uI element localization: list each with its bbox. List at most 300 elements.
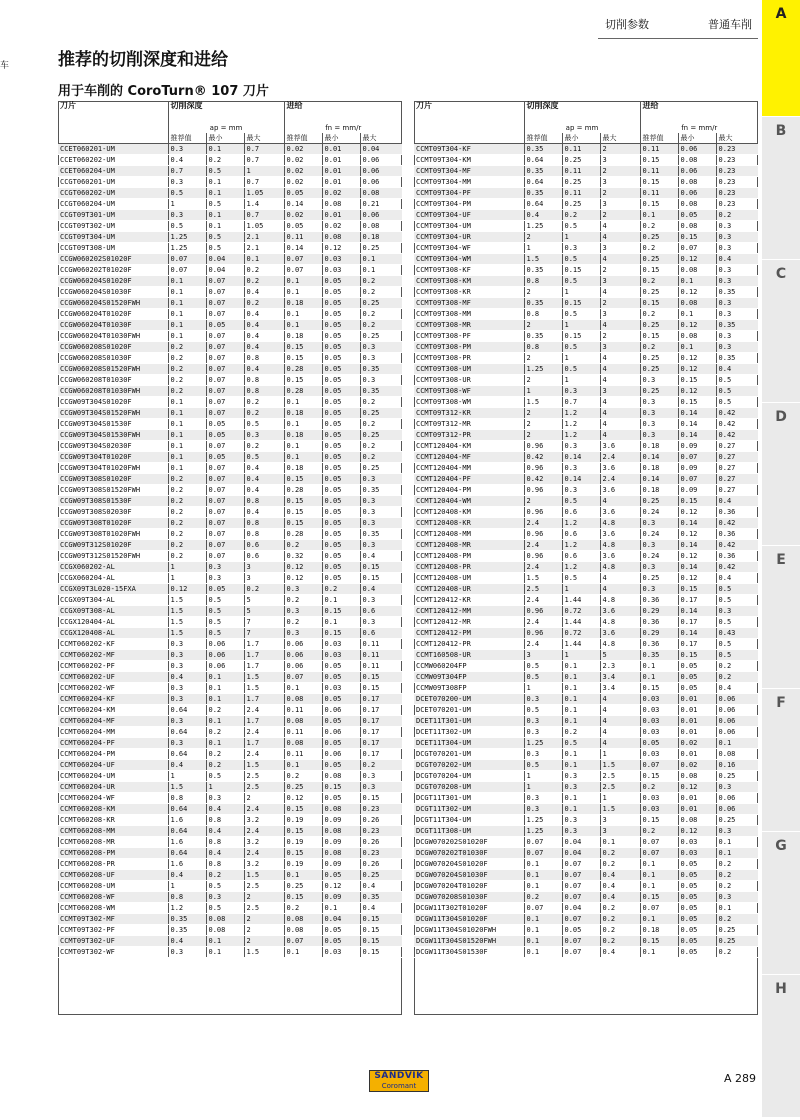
col-blank	[414, 133, 524, 144]
cell-value: 0.15	[360, 573, 402, 584]
cell-value: 0.14	[562, 452, 600, 463]
cell-value: 0.3	[640, 540, 678, 551]
cell-value: 0.3	[562, 782, 600, 793]
insert-code: CCGW09T308S01520FWH	[58, 485, 168, 496]
cell-value: 4	[600, 408, 640, 419]
cell-value: 0.05	[322, 793, 360, 804]
table-row	[414, 529, 758, 540]
insert-code: CCMT060204-UR	[58, 782, 168, 793]
cell-value: 0.2	[600, 903, 640, 914]
cell-value: 0.35	[360, 529, 402, 540]
insert-code: CCGT060204-UM	[58, 199, 168, 210]
cell-value: 0.2	[640, 276, 678, 287]
cell-value: 0.6	[360, 606, 402, 617]
cell-value: 2	[524, 408, 562, 419]
cell-value: 0.25	[640, 496, 678, 507]
table-row	[414, 617, 758, 628]
cell-value: 0.23	[360, 848, 402, 859]
table-row	[58, 177, 402, 188]
table-row	[414, 364, 758, 375]
insert-code: CCMT120404-MM	[414, 463, 524, 474]
insert-code: CCMT09T304-KM	[414, 155, 524, 166]
cell-value: 0.07	[678, 243, 716, 254]
cell-value: 0.8	[168, 892, 206, 903]
cell-value: 0.36	[640, 617, 678, 628]
insert-code: CCMT120408-KR	[414, 518, 524, 529]
insert-code: CCMT060204-WF	[58, 793, 168, 804]
cell-value: 2.4	[244, 804, 284, 815]
insert-code: CCGW09T304S01020F	[58, 397, 168, 408]
cell-value: 4.8	[600, 540, 640, 551]
table-row	[414, 650, 758, 661]
table-row	[414, 485, 758, 496]
insert-code: CCGW060204T01030F	[58, 320, 168, 331]
cell-value: 0.7	[244, 177, 284, 188]
cell-value: 0.03	[322, 683, 360, 694]
cell-value: 0.14	[640, 452, 678, 463]
cell-value: 0.05	[322, 430, 360, 441]
cell-value: 0.08	[284, 914, 322, 925]
cell-value: 0.2	[206, 705, 244, 716]
cell-value: 0.14	[678, 628, 716, 639]
cell-value: 0.8	[168, 793, 206, 804]
cell-value: 0.2	[244, 265, 284, 276]
cell-value: 3	[600, 155, 640, 166]
cell-value: 0.05	[678, 925, 716, 936]
table-row	[58, 441, 402, 452]
cell-value: 0.25	[640, 254, 678, 265]
cell-value: 0.5	[716, 375, 758, 386]
table-row	[414, 804, 758, 815]
insert-code: CCMT060208-WF	[58, 892, 168, 903]
cell-value: 0.96	[524, 463, 562, 474]
cell-value: 2.4	[524, 518, 562, 529]
cell-value: 0.14	[678, 408, 716, 419]
cell-value: 3	[600, 177, 640, 188]
cell-value: 0.1	[284, 947, 322, 958]
table-row	[58, 573, 402, 584]
cell-value: 0.42	[716, 518, 758, 529]
cell-value: 0.3	[360, 496, 402, 507]
header-section: 切削参数	[605, 18, 649, 31]
cell-value: 0.8	[244, 353, 284, 364]
insert-code: CCGW09T304S01520FWH	[58, 408, 168, 419]
cell-value: 0.12	[284, 793, 322, 804]
cell-value: 1.5	[168, 617, 206, 628]
insert-code: CCGX120404-AL	[58, 617, 168, 628]
cell-value: 0.07	[206, 529, 244, 540]
table-row	[58, 166, 402, 177]
cell-value: 0.05	[322, 441, 360, 452]
cell-value: 0.07	[562, 881, 600, 892]
cell-value: 4	[600, 496, 640, 507]
cell-value: 2.4	[524, 639, 562, 650]
cell-value: 0.8	[244, 375, 284, 386]
insert-code: DCGW070204S01030F	[414, 870, 524, 881]
cell-value: 1.5	[524, 254, 562, 265]
cell-value: 1.2	[562, 540, 600, 551]
insert-code: CCMT09T308-MR	[414, 320, 524, 331]
cell-value: 0.35	[524, 166, 562, 177]
cell-value: 0.42	[524, 452, 562, 463]
insert-code: DCGW070204S01020F	[414, 859, 524, 870]
insert-code: CCMT09T302-MF	[58, 914, 168, 925]
insert-code: DCGW11T302T01020F	[414, 903, 524, 914]
cell-value: 0.2	[168, 353, 206, 364]
cell-value: 0.5	[716, 595, 758, 606]
cell-value: 0.5	[206, 617, 244, 628]
table-row	[58, 815, 402, 826]
cell-value: 0.05	[322, 452, 360, 463]
insert-code: CCMT09T304-PM	[414, 199, 524, 210]
cell-value: 2	[524, 375, 562, 386]
cell-value: 0.25	[640, 386, 678, 397]
cell-value: 0.2	[168, 529, 206, 540]
cell-value: 0.05	[322, 661, 360, 672]
cell-value: 0.02	[678, 738, 716, 749]
cell-value: 1.2	[168, 903, 206, 914]
cell-value: 0.25	[640, 232, 678, 243]
cell-value: 0.05	[322, 870, 360, 881]
cell-value: 1.44	[562, 595, 600, 606]
table-row	[58, 199, 402, 210]
insert-code: DCGW070202S01020F	[414, 837, 524, 848]
insert-code: CCMT060202-PF	[58, 661, 168, 672]
cell-value: 2.4	[244, 705, 284, 716]
table-row	[58, 661, 402, 672]
cell-value: 0.2	[284, 903, 322, 914]
cell-value: 0.96	[524, 485, 562, 496]
cell-value: 0.1	[640, 661, 678, 672]
cell-value: 0.05	[322, 540, 360, 551]
cell-value: 0.07	[206, 364, 244, 375]
cell-value: 0.3	[360, 342, 402, 353]
cell-value: 0.5	[716, 397, 758, 408]
cell-value: 0.25	[716, 936, 758, 947]
table-row	[414, 540, 758, 551]
insert-code: DCGW070204T01020F	[414, 881, 524, 892]
table-row	[58, 584, 402, 595]
table-row	[58, 386, 402, 397]
cell-value: 0.25	[284, 881, 322, 892]
table-row	[58, 837, 402, 848]
cell-value: 0.4	[168, 155, 206, 166]
cell-value: 0.4	[244, 364, 284, 375]
cell-value: 1.7	[244, 694, 284, 705]
cell-value: 0.03	[640, 793, 678, 804]
tab-b[interactable]: B	[762, 117, 800, 260]
cell-value: 0.06	[322, 749, 360, 760]
cell-value: 0.15	[284, 892, 322, 903]
cell-value: 2.4	[524, 540, 562, 551]
cell-value: 0.27	[716, 463, 758, 474]
cell-value: 0.3	[716, 232, 758, 243]
cell-value: 0.14	[678, 430, 716, 441]
cell-value: 0.17	[360, 738, 402, 749]
cell-value: 0.1	[322, 617, 360, 628]
cell-value: 0.2	[284, 771, 322, 782]
cell-value: 1.05	[244, 188, 284, 199]
insert-code: CCGW09T304S01530F	[58, 419, 168, 430]
cell-value: 2.5	[244, 771, 284, 782]
table-row	[58, 760, 402, 771]
cell-value: 1	[562, 353, 600, 364]
cell-value: 0.1	[716, 837, 758, 848]
cell-value: 0.05	[322, 672, 360, 683]
cell-value: 0.7	[244, 155, 284, 166]
cell-value: 0.2	[360, 397, 402, 408]
cell-value: 0.1	[562, 661, 600, 672]
cell-value: 0.2	[206, 870, 244, 881]
tab-h[interactable]: H	[762, 975, 800, 1118]
cell-value: 0.12	[322, 243, 360, 254]
sandvik-logo	[369, 1070, 429, 1092]
cell-value: 2.4	[244, 727, 284, 738]
cell-value: 0.15	[640, 298, 678, 309]
cell-value: 0.05	[322, 760, 360, 771]
cell-value: 0.07	[206, 309, 244, 320]
cell-value: 0.06	[678, 166, 716, 177]
cell-value: 0.08	[284, 716, 322, 727]
cell-value: 2.3	[600, 661, 640, 672]
cell-value: 0.4	[600, 881, 640, 892]
insert-code: CCMT120408-UM	[414, 573, 524, 584]
cell-value: 0.42	[716, 562, 758, 573]
cell-value: 1.2	[562, 408, 600, 419]
table-row	[58, 210, 402, 221]
cell-value: 0.28	[284, 386, 322, 397]
cell-value: 0.05	[322, 694, 360, 705]
cell-value: 0.4	[244, 463, 284, 474]
table-row	[414, 452, 758, 463]
cell-value: 0.3	[206, 793, 244, 804]
cell-value: 0.01	[322, 155, 360, 166]
cell-value: 2.1	[244, 232, 284, 243]
cell-value: 1.25	[524, 364, 562, 375]
cell-value: 1.2	[562, 419, 600, 430]
cell-value: 0.3	[360, 518, 402, 529]
table-row	[414, 782, 758, 793]
cell-value: 0.1	[168, 419, 206, 430]
cell-value: 0.6	[562, 529, 600, 540]
cell-value: 0.27	[716, 485, 758, 496]
cell-value: 1	[600, 793, 640, 804]
cell-value: 2.5	[244, 903, 284, 914]
table-row	[58, 155, 402, 166]
tab-c[interactable]: C	[762, 260, 800, 403]
cell-value: 0.4	[360, 584, 402, 595]
cell-value: 0.14	[640, 474, 678, 485]
cell-value: 0.3	[562, 463, 600, 474]
tab-g[interactable]: G	[762, 832, 800, 975]
cell-value: 0.15	[360, 936, 402, 947]
insert-code: DCGT070208-UM	[414, 782, 524, 793]
cell-value: 0.2	[206, 760, 244, 771]
table-row	[58, 672, 402, 683]
cell-value: 0.05	[678, 661, 716, 672]
cell-value: 0.15	[360, 683, 402, 694]
table-row	[58, 782, 402, 793]
cell-value: 0.05	[322, 507, 360, 518]
cell-value: 0.25	[562, 155, 600, 166]
cell-value: 0.3	[524, 716, 562, 727]
table-row	[414, 628, 758, 639]
insert-code: CCMT09T308-WF	[414, 386, 524, 397]
cell-value: 0.15	[640, 936, 678, 947]
tab-f[interactable]: F	[762, 689, 800, 832]
cell-value: 1.25	[524, 738, 562, 749]
cell-value: 0.03	[322, 265, 360, 276]
cell-value: 0.1	[524, 859, 562, 870]
cell-value: 0.05	[322, 408, 360, 419]
cell-value: 0.1	[284, 452, 322, 463]
insert-code: DCGW070202T01030F	[414, 848, 524, 859]
cell-value: 0.08	[284, 694, 322, 705]
tab-d[interactable]: D	[762, 403, 800, 546]
table-row	[414, 683, 758, 694]
insert-code: CCET060202-UM	[58, 155, 168, 166]
cell-value: 0.3	[168, 650, 206, 661]
insert-code: CCMT060208-PM	[58, 848, 168, 859]
insert-code: CCMT060204-UF	[58, 760, 168, 771]
cell-value: 0.15	[562, 265, 600, 276]
cell-value: 0.07	[284, 936, 322, 947]
cell-value: 0.3	[524, 727, 562, 738]
table-row	[58, 287, 402, 298]
insert-code: CCMT120408-UR	[414, 584, 524, 595]
cell-value: 0.08	[678, 331, 716, 342]
table-row	[58, 848, 402, 859]
cell-value: 0.07	[562, 947, 600, 958]
insert-code: DCET11T301-UM	[414, 716, 524, 727]
insert-code: CCMT120412-PR	[414, 639, 524, 650]
cell-value: 0.3	[562, 815, 600, 826]
cell-value: 0.1	[206, 188, 244, 199]
table-row	[58, 221, 402, 232]
cell-value: 0.05	[322, 518, 360, 529]
cell-value: 0.05	[322, 353, 360, 364]
cell-value: 0.2	[244, 441, 284, 452]
cell-value: 0.07	[524, 903, 562, 914]
insert-code: CCGW060208T01030FWH	[58, 386, 168, 397]
table-row	[58, 188, 402, 199]
cell-value: 0.06	[284, 661, 322, 672]
insert-code: CCMT09T308-KM	[414, 276, 524, 287]
cell-value: 0.1	[168, 408, 206, 419]
table-row	[58, 353, 402, 364]
insert-code: CCMT09T304-UF	[414, 210, 524, 221]
table-row	[58, 628, 402, 639]
cell-value: 0.3	[206, 573, 244, 584]
cell-value: 4.8	[600, 617, 640, 628]
cell-value: 0.1	[168, 430, 206, 441]
cell-value: 0.02	[284, 210, 322, 221]
cell-value: 0.28	[284, 485, 322, 496]
cell-value: 0.03	[678, 837, 716, 848]
insert-code: CCMT09T304-MM	[414, 177, 524, 188]
cell-value: 0.11	[360, 639, 402, 650]
cell-value: 0.4	[168, 936, 206, 947]
cell-value: 1	[524, 771, 562, 782]
table-row	[414, 815, 758, 826]
cell-value: 0.15	[678, 232, 716, 243]
insert-code: CCGW09T304S01530FWH	[58, 430, 168, 441]
cell-value: 0.05	[206, 430, 244, 441]
cell-value: 0.4	[716, 683, 758, 694]
table-row	[414, 705, 758, 716]
insert-code: CCMT060202-KF	[58, 639, 168, 650]
cell-value: 0.3	[562, 771, 600, 782]
cell-value: 0.96	[524, 441, 562, 452]
cell-value: 1.7	[244, 716, 284, 727]
cell-value: 0.15	[360, 925, 402, 936]
insert-code: CCMT120408-PR	[414, 562, 524, 573]
tab-a[interactable]: A	[762, 0, 800, 117]
cell-value: 2	[600, 166, 640, 177]
cell-value: 0.3	[168, 639, 206, 650]
cell-value: 0.5	[716, 386, 758, 397]
left-data-table	[58, 101, 402, 958]
table-row	[58, 716, 402, 727]
tab-e[interactable]: E	[762, 546, 800, 689]
cell-value: 0.35	[168, 914, 206, 925]
cell-value: 1.6	[168, 837, 206, 848]
cell-value: 0.18	[640, 485, 678, 496]
cell-value: 0.2	[716, 881, 758, 892]
cell-value: 4	[600, 364, 640, 375]
cell-value: 3.6	[600, 529, 640, 540]
cell-value: 3.2	[244, 859, 284, 870]
cell-value: 0.02	[284, 155, 322, 166]
cell-value: 4	[600, 221, 640, 232]
page-subtitle: 用于车削的 CoroTurn® 107 刀片	[58, 84, 269, 99]
cell-value: 0.1	[206, 683, 244, 694]
cell-value: 0.3	[524, 694, 562, 705]
cell-value: 3	[600, 342, 640, 353]
cell-value: 0.6	[244, 540, 284, 551]
cell-value: 0.36	[716, 507, 758, 518]
cell-value: 0.11	[640, 166, 678, 177]
cell-value: 0.1	[562, 705, 600, 716]
insert-code: CCGX120408-AL	[58, 628, 168, 639]
table-row	[58, 738, 402, 749]
cell-value: 1	[168, 771, 206, 782]
table-row	[58, 936, 402, 947]
table-row	[58, 474, 402, 485]
cell-value: 0.2	[360, 452, 402, 463]
cell-value: 0.19	[284, 815, 322, 826]
cell-value: 0.07	[206, 507, 244, 518]
cell-value: 0.07	[206, 298, 244, 309]
cell-value: 0.12	[678, 364, 716, 375]
cell-value: 1	[562, 375, 600, 386]
cell-value: 0.3	[360, 375, 402, 386]
cell-value: 0.1	[716, 903, 758, 914]
cell-value: 0.5	[206, 243, 244, 254]
brand-name: SANDVIK	[374, 1071, 424, 1081]
cell-value: 0.4	[600, 892, 640, 903]
cell-value: 0.1	[562, 793, 600, 804]
cell-value: 0.18	[284, 463, 322, 474]
cell-value: 0.14	[678, 562, 716, 573]
cell-value: 0.3	[716, 265, 758, 276]
cell-value: 0.1	[524, 947, 562, 958]
insert-code: CCGW09T304T01020F	[58, 452, 168, 463]
table-row	[414, 232, 758, 243]
cell-value: 0.96	[524, 551, 562, 562]
insert-code: CCMT060204-UM	[58, 771, 168, 782]
cell-value: 0.28	[284, 364, 322, 375]
